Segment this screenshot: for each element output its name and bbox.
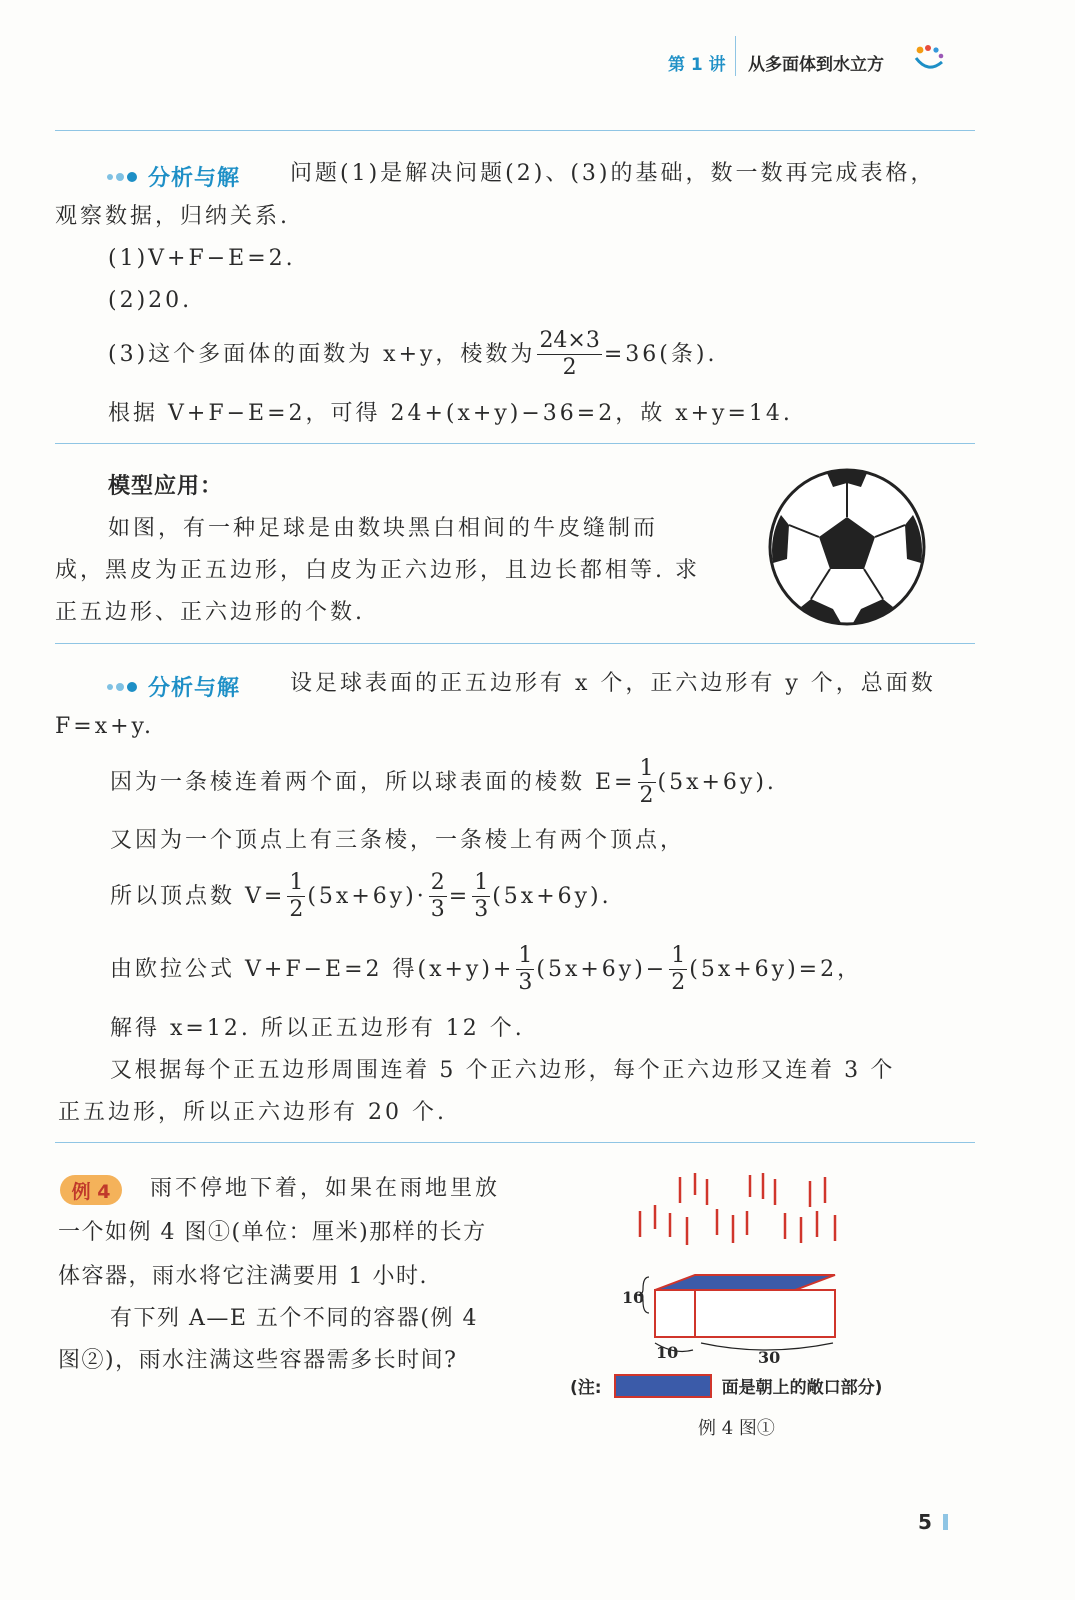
analysis-heading-1 <box>107 161 240 192</box>
note-post: 面是朝上的敞口部分) <box>721 1378 883 1398</box>
analysis-heading-text: 分析与解 <box>148 676 241 701</box>
note-pre: (注: <box>570 1378 602 1398</box>
dim-height-label: 10 <box>622 1288 645 1307</box>
dots-icon <box>107 172 140 182</box>
figure-caption: 例 4 图① <box>698 1418 775 1439</box>
ex-line2: 一个如例 4 图①(单位：厘米)那样的长方 <box>58 1220 487 1245</box>
fraction <box>287 872 305 921</box>
fraction <box>537 330 601 379</box>
model-title: 模型应用： <box>108 474 224 499</box>
s2-line1: 设足球表面的正五边形有 x 个，正六边形有 y 个，总面数 <box>290 671 936 696</box>
fraction <box>638 758 656 807</box>
ex-line3: 体容器，雨水将它注满要用 1 小时. <box>58 1264 428 1289</box>
top-rule <box>55 130 975 131</box>
s2-line7: 解得 x=12. 所以正五边形有 12 个. <box>110 1016 525 1041</box>
ex-line5: 图②)，雨水注满这些容器需多长时间? <box>58 1348 458 1373</box>
fraction-denominator: 2 <box>639 783 654 808</box>
s1-ans3-pre: (3)这个多面体的面数为 x+y，棱数为 <box>108 341 536 367</box>
s2-edges-post: (5x+6y). <box>657 769 777 795</box>
dim-length-label: 30 <box>758 1348 781 1367</box>
s2-line4: 又因为一个顶点上有三条棱，一条棱上有两个顶点， <box>110 828 686 853</box>
s2-vertices-eq: = <box>448 883 471 909</box>
s2-line8: 又根据每个正五边形周围连着 5 个正六边形，每个正六边形又连着 3 个 <box>110 1058 895 1083</box>
soccer-ball-image <box>765 467 930 627</box>
fraction-denominator: 2 <box>289 897 304 922</box>
rule-4 <box>55 1142 975 1143</box>
fraction-denominator: 3 <box>518 970 533 995</box>
fraction <box>472 872 490 921</box>
model-line3: 正五边形、正六边形的个数. <box>55 600 365 625</box>
analysis-heading-2 <box>107 671 240 702</box>
ex-line1: 雨不停地下着，如果在雨地里放 <box>150 1176 501 1201</box>
s2-edges-pre: 因为一条棱连着两个面，所以球表面的棱数 E= <box>110 769 636 795</box>
s2-vertices-post: (5x+6y). <box>492 883 612 909</box>
fraction-numerator: 1 <box>639 756 654 781</box>
header-logo-icon <box>912 44 946 74</box>
dots-icon <box>107 682 140 692</box>
s1-ans4: 根据 V+F−E=2，可得 24+(x+y)−36=2，故 x+y=14. <box>108 401 793 426</box>
s1-ans1: (1)V+F−E=2. <box>108 246 296 271</box>
s2-vertices-pre: 所以顶点数 V= <box>110 883 286 909</box>
chapter-label: 第 1 讲 <box>668 55 726 75</box>
fraction-numerator: 1 <box>289 870 304 895</box>
fraction-denominator: 2 <box>671 970 686 995</box>
page-number: 5 <box>918 1510 932 1534</box>
s1-line1: 问题(1)是解决问题(2)、(3)的基础，数一数再完成表格， <box>290 161 936 186</box>
dim-depth-label: 10 <box>656 1343 679 1362</box>
fraction-numerator: 1 <box>671 943 686 968</box>
s2-line2: F=x+y. <box>55 714 155 739</box>
fraction-denominator: 3 <box>430 897 445 922</box>
fraction-denominator: 2 <box>562 355 577 380</box>
fraction-denominator: 3 <box>474 897 489 922</box>
figure-note <box>570 1373 882 1398</box>
analysis-heading-text: 分析与解 <box>148 166 241 191</box>
fraction-numerator: 1 <box>518 943 533 968</box>
page-marker <box>943 1514 948 1530</box>
s2-euler <box>110 945 862 994</box>
rule-3 <box>55 643 975 644</box>
model-line1: 如图，有一种足球是由数块黑白相间的牛皮缝制而 <box>108 516 659 541</box>
ex-line4: 有下列 A—E 五个不同的容器(例 4 <box>110 1306 479 1331</box>
fraction-numerator: 24×3 <box>539 328 600 353</box>
example-badge: 例 4 <box>60 1175 122 1205</box>
fraction-numerator: 2 <box>430 870 445 895</box>
rain-box-figure <box>615 1165 855 1365</box>
s2-line9: 正五边形，所以正六边形有 20 个. <box>58 1100 447 1125</box>
fraction <box>516 945 534 994</box>
s1-line2: 观察数据，归纳关系. <box>55 204 290 229</box>
s2-euler-mid: (5x+6y)− <box>536 956 668 982</box>
s2-vertices <box>110 872 612 921</box>
s2-euler-post: (5x+6y)=2， <box>689 956 863 982</box>
s1-ans3 <box>108 330 717 379</box>
raindrops <box>640 1173 835 1245</box>
s2-vertices-mid: (5x+6y)· <box>307 883 427 909</box>
fraction <box>429 872 447 921</box>
header-divider <box>735 36 736 76</box>
s2-euler-pre: 由欧拉公式 V+F−E=2 得(x+y)+ <box>110 956 515 982</box>
s1-ans2: (2)20. <box>108 288 193 313</box>
s1-ans3-post: =36(条). <box>603 341 718 367</box>
fraction-numerator: 1 <box>474 870 489 895</box>
fraction <box>669 945 687 994</box>
chapter-title: 从多面体到水立方 <box>748 55 884 75</box>
s2-edges <box>110 758 777 807</box>
note-swatch <box>614 1374 712 1398</box>
model-line2: 成，黑皮为正五边形，白皮为正六边形，且边长都相等. 求 <box>55 558 700 583</box>
rule-2 <box>55 443 975 444</box>
